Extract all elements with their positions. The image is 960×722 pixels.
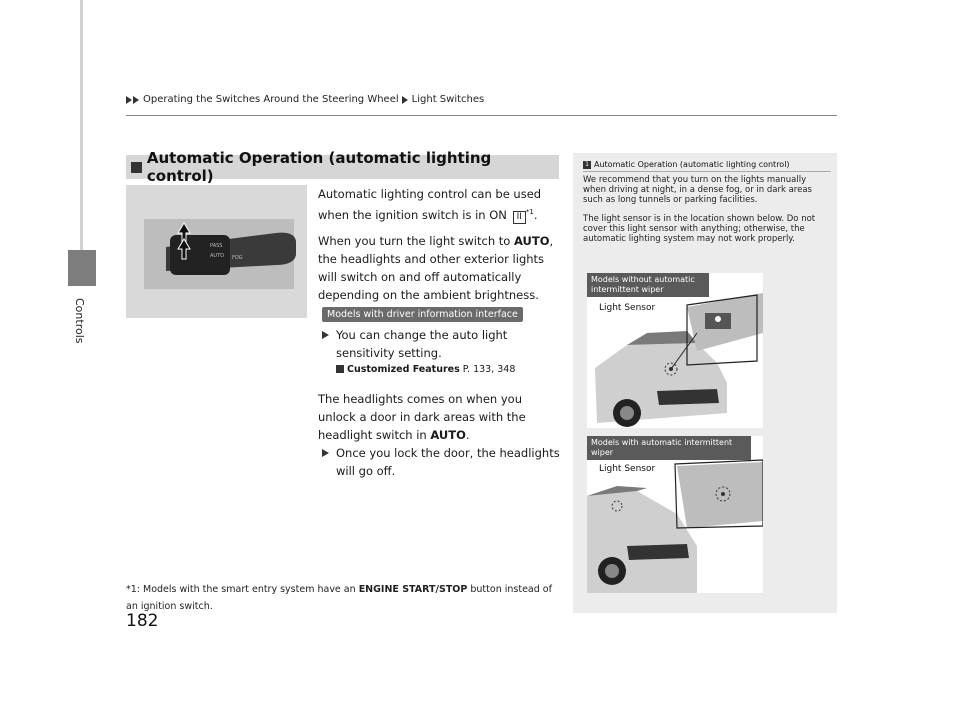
breadcrumb [126,94,484,105]
light-sensor-label: Light Sensor [599,464,656,474]
breadcrumb-arrow-icon [402,96,408,104]
side-tab-block [68,250,96,286]
header-rule [126,115,837,116]
side-tab-label: Controls [73,298,86,344]
note-number-icon: 1 [583,161,591,169]
paragraph-2: When you turn the light switch to AUTO, the headlights and other exterior lights will switch on and off automatically depending on the ambient brightness. [318,233,554,302]
main-text [318,185,563,480]
cross-reference[interactable]: Customized Features P. 133, 348 [318,362,563,378]
figure-tag: Models with automatic intermittent wiper [587,436,751,460]
breadcrumb-arrow-icon [133,96,139,104]
paragraph-3: The headlights comes on when you unlock a door in dark areas with the headlight switch in AUTO. [318,391,526,442]
breadcrumb-item[interactable]: Light Switches [411,94,485,105]
breadcrumb-arrow-icon [126,96,132,104]
light-sensor-label: Light Sensor [599,303,656,313]
side-tab-bar [80,0,83,250]
paragraph-1: Automatic lighting control can be used when the ignition switch is in ON II $^{*1}$. [318,187,542,222]
model-pill: Models with driver information interface [322,307,523,322]
bullet-arrow-icon [322,331,329,339]
sidebar-note [573,153,837,613]
figure-with-auto-wiper [587,436,763,593]
figure-without-auto-wiper [587,273,763,428]
bullet-item: Once you lock the door, the headlights will go off. [318,444,563,480]
svg-text:AUTO: AUTO [210,253,225,259]
sidebar-rule [583,171,831,172]
side-tab [68,0,96,722]
section-title: Automatic Operation (automatic lighting control) [146,149,492,185]
sidebar-text: We recommend that you turn on the lights manually when driving at night, in a dense fog, or in dark areas such as long tunnels or parking facilities. The light sensor is in the location shown below. Do not cover this light sensor with anything; otherwise, the automatic lighting system may not work properly. [583,175,816,244]
section-header [126,149,559,185]
page-number: 182 [126,611,159,631]
reference-icon [336,365,344,373]
section-square-icon [131,162,142,173]
light-switch-photo [126,185,307,318]
bullet-arrow-icon [322,449,329,457]
ignition-key-icon: II [513,211,526,224]
svg-text:FOG: FOG [232,255,243,261]
light-switch-illustration [126,185,307,318]
figure-tag: Models without automatic intermittent wiper [587,273,709,297]
breadcrumb-item[interactable]: Operating the Switches Around the Steering Wheel [143,94,399,105]
footnote: *1: Models with the smart entry system have an ENGINE START/STOP button instead of an ignition switch. [126,584,552,612]
svg-text:PASS: PASS [210,243,223,249]
bullet-item: You can change the auto light sensitivity setting. [318,326,563,362]
sidebar-heading: 1 Automatic Operation (automatic lighting control) [583,160,790,169]
